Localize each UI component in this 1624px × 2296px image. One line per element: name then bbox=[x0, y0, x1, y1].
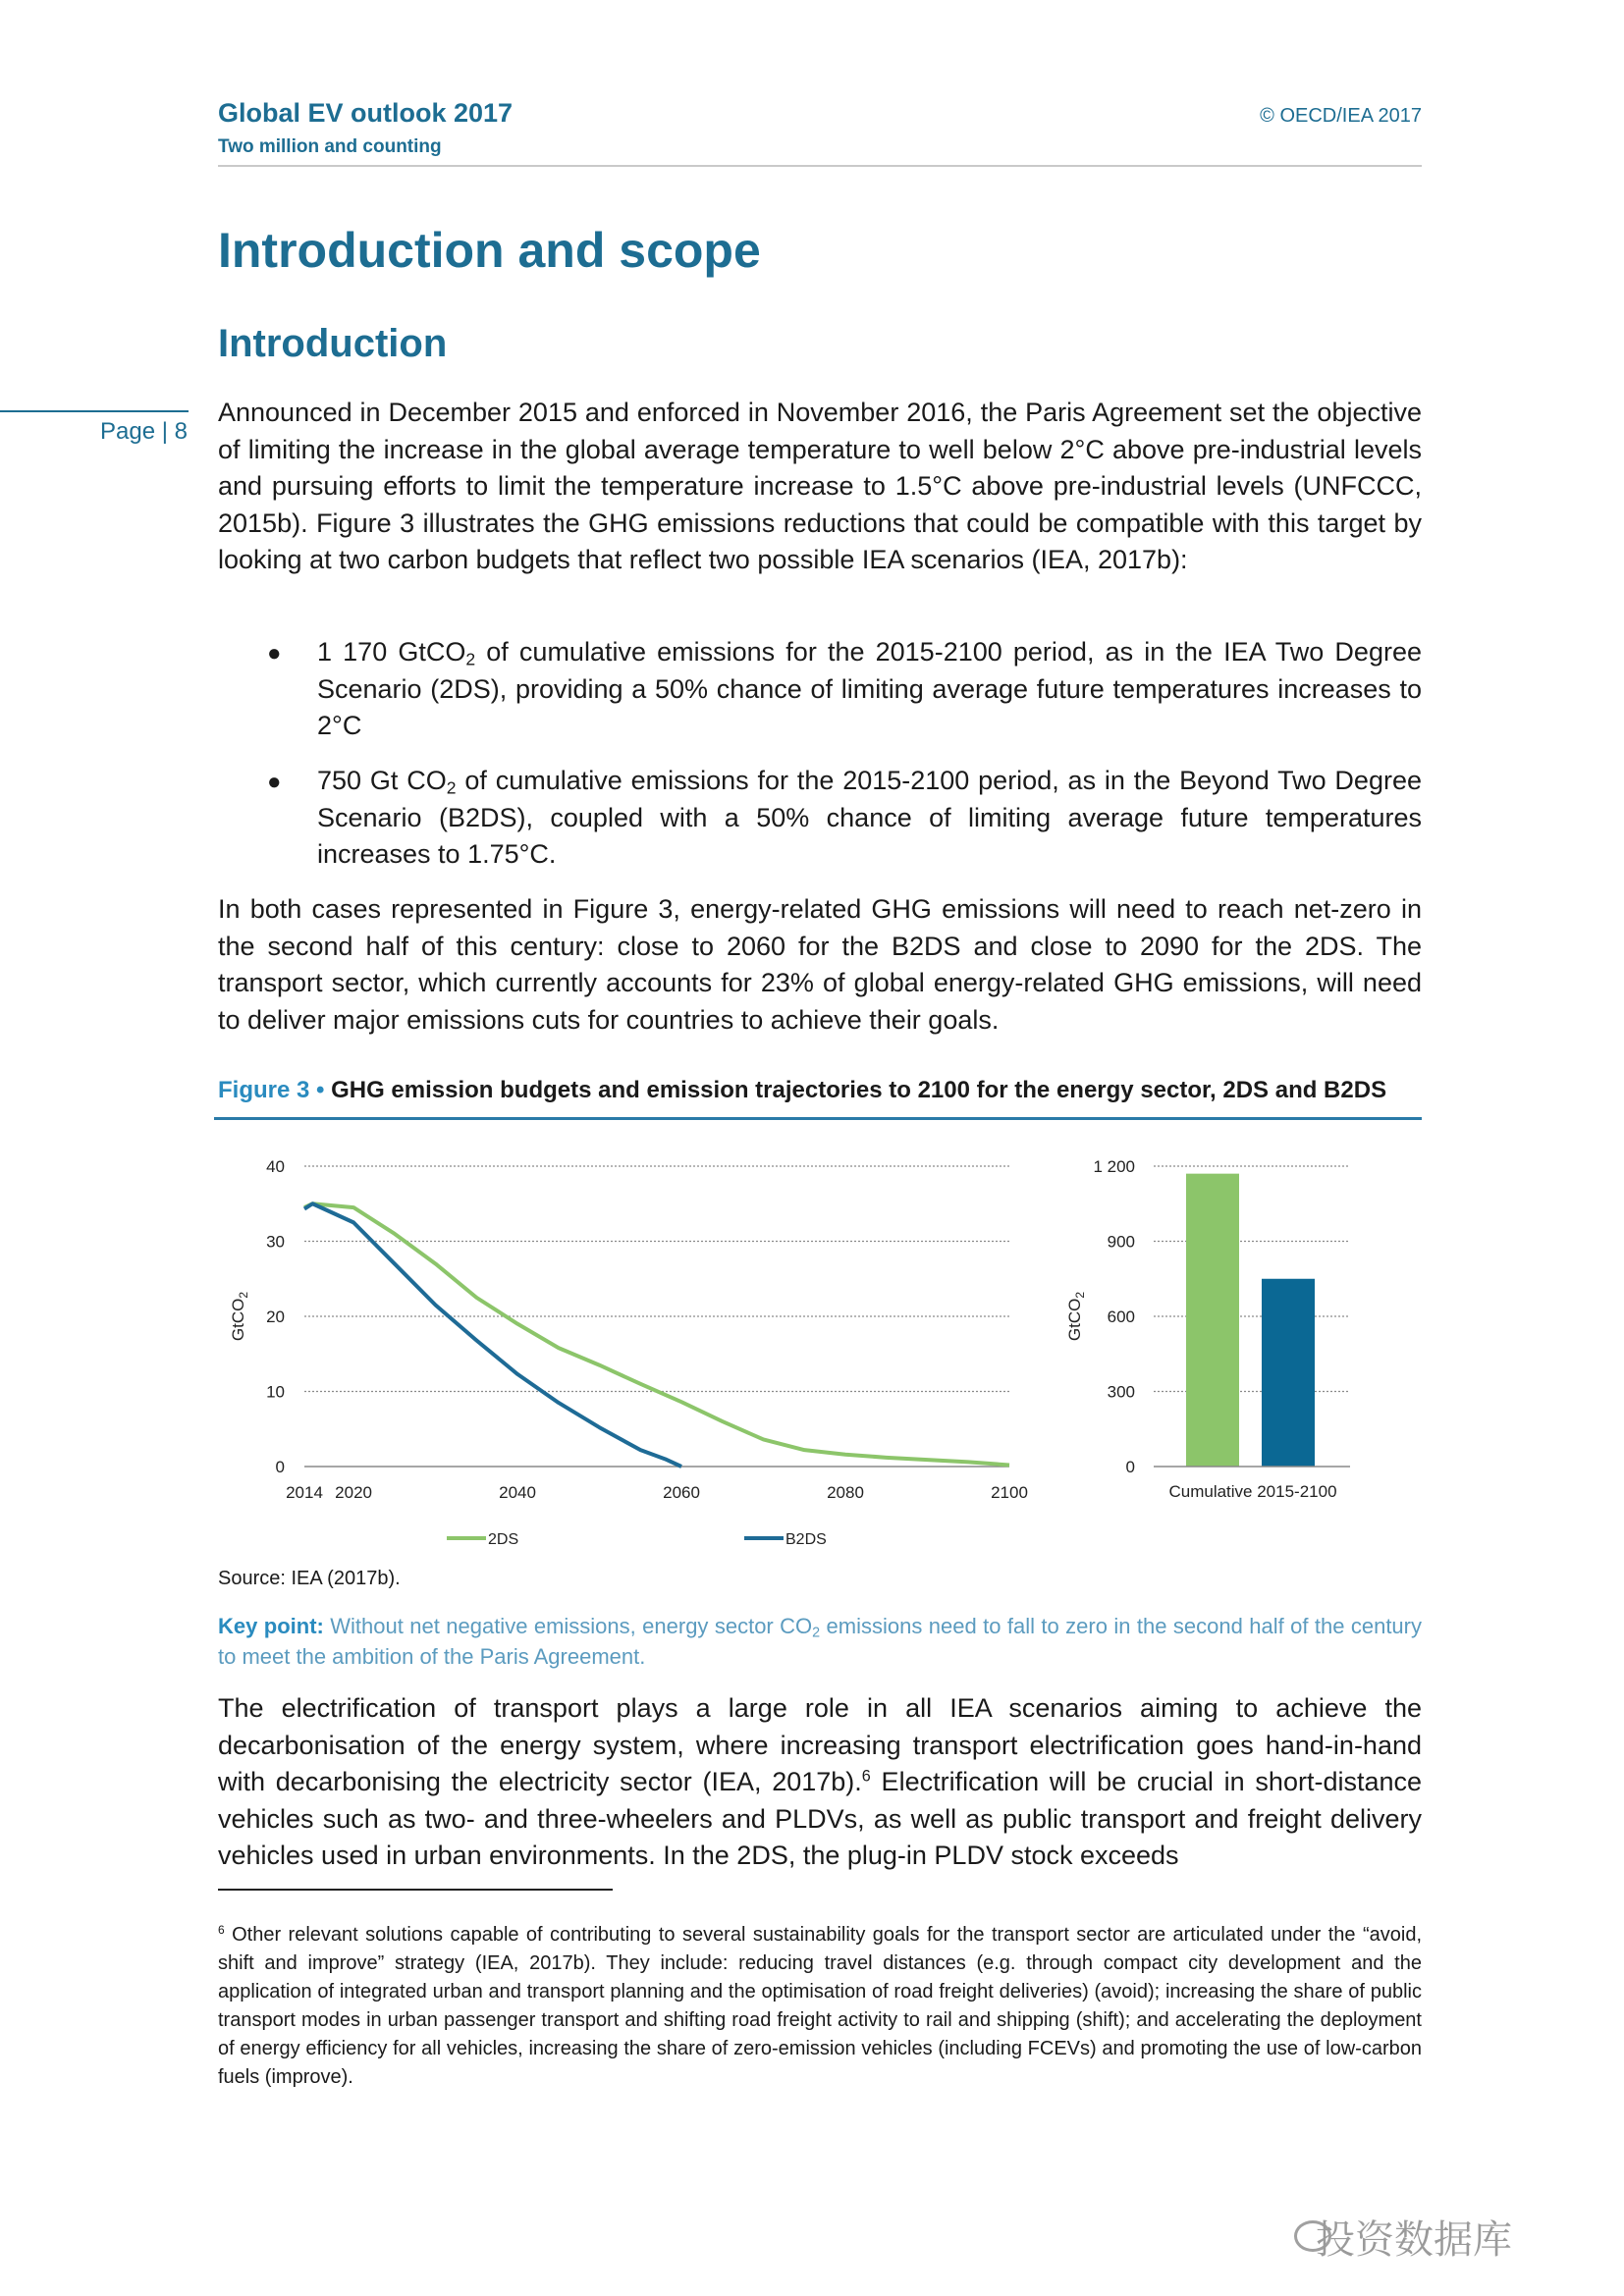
x-tick-label: 2020 bbox=[335, 1483, 373, 1502]
body-paragraph-2: In both cases represented in Figure 3, energy-related GHG emissions will need to reach net-zero in the second half of this century: close to 2060 for the B2DS and close to 2090 for the 2DS. The transport sector, which currently accounts for 23% of global energy-related GHG emissions, will need to deliver major emissions cuts for countries to achieve their goals. bbox=[218, 894, 1422, 1035]
copyright: © OECD/IEA 2017 bbox=[1260, 105, 1422, 127]
bar-chart bbox=[1065, 1157, 1350, 1501]
y-axis-label: GtCO$_2$ bbox=[229, 1291, 250, 1342]
series-line-b2ds bbox=[304, 1203, 681, 1467]
x-tick-label: 2060 bbox=[663, 1483, 700, 1502]
bullet-item-b2ds: 750 Gt $CO_2$ of cumulative emissions for the 2015-2100 period, as in the Beyond Two Degree Scenario (B2DS), coupled with a 50% chance of limiting average future temperatures increases to 1.75°C. bbox=[317, 766, 1422, 869]
header-title: Global EV outlook 2017 bbox=[218, 98, 514, 128]
x-tick-label: 2100 bbox=[991, 1483, 1028, 1502]
series-line-2ds bbox=[304, 1203, 1009, 1465]
figure-caption: Figure 3 • GHG emission budgets and emission trajectories to 2100 for the energy sector, 2DS and B2DS bbox=[218, 1077, 1387, 1103]
bullet-marker: ● bbox=[267, 640, 282, 667]
y-tick-label: 900 bbox=[1107, 1232, 1135, 1252]
page-title: Introduction and scope bbox=[218, 223, 761, 278]
x-tick-label: 2080 bbox=[827, 1483, 864, 1502]
section-heading: Introduction bbox=[218, 322, 448, 365]
footnote: $^6$ Other relevant solutions capable of contributing to several sustainability goals for the transport sector are articulated under the “avoid, shift and improve” strategy (IEA, 2017b). They include: reducing travel distances (e.g. through compact city development and the application of integrated urban and transport planning and the optimisation of road freight deliveries) (avoid); increasing the share of public transport modes in urban passenger transport and shifting road freight activity to rail and shipping (shift); and accelerating the deployment of energy efficiency for all vehicles, increasing the share of zero-emission vehicles (including FCEVs) and promoting the use of low-carbon fuels (improve). bbox=[218, 1922, 1422, 2088]
line-chart bbox=[229, 1157, 1028, 1548]
footnote-divider bbox=[218, 1889, 613, 1891]
watermark: 投资数据库 bbox=[1316, 2217, 1512, 2263]
y-tick-label: 300 bbox=[1107, 1382, 1135, 1402]
y-tick-label: 10 bbox=[266, 1382, 285, 1402]
y-tick-label: 20 bbox=[266, 1308, 285, 1326]
bullet-item-2ds: 1 170 GtCO$_2$ of cumulative emissions for the 2015-2100 period, as in the IEA Two Degree Scenario (2DS), providing a 50% chance of limiting average future temperatures increases to 2°C bbox=[317, 637, 1422, 740]
bar-2ds bbox=[1186, 1174, 1239, 1467]
body-paragraph-3: The electrification of transport plays a large role in all IEA scenarios aiming to achieve the decarbonisation of the energy system, where increasing transport electrification goes hand-in-hand with decarbonising the electricity sector (IEA, 2017b).$^6$ Electrification will be crucial in short-distance vehicles such as two- and three-wheelers and PLDVs, as well as public transport and freight delivery vehicles used in urban environments. In the 2DS, the plug-in PLDV stock exceeds bbox=[218, 1693, 1423, 1870]
figure-source: Source: IEA (2017b). bbox=[218, 1568, 401, 1589]
y-tick-label: 30 bbox=[266, 1232, 285, 1252]
x-tick-label: 2014 bbox=[286, 1483, 323, 1502]
category-label: Cumulative 2015-2100 bbox=[1168, 1482, 1337, 1501]
bar-b2ds bbox=[1262, 1279, 1315, 1467]
bullet-marker: ● bbox=[267, 769, 282, 795]
page-number: Page | 8 bbox=[100, 418, 188, 445]
x-tick-label: 2040 bbox=[499, 1483, 536, 1502]
intro-paragraph: Announced in December 2015 and enforced in November 2016, the Paris Agreement set the objective of limiting the increase in the global average temperature to well below 2°C above pre-industrial levels and pursuing efforts to limit the temperature increase to 1.5°C above pre-industrial levels (UNFCCC, 2015b). Figure 3 illustrates the GHG emissions reductions that could be compatible with this target by looking at two carbon budgets that reflect two possible IEA scenarios (IEA, 2017b): bbox=[218, 398, 1422, 574]
y-tick-label: 1 200 bbox=[1093, 1157, 1135, 1176]
y-tick-label: 0 bbox=[275, 1458, 285, 1476]
legend-label: 2DS bbox=[488, 1531, 519, 1548]
key-point: Key point: Without net negative emissions, energy sector $CO_2$ emissions need to fall to zero in the second half of the century to meet the ambition of the Paris Agreement. bbox=[218, 1614, 1422, 1669]
y-tick-label: 40 bbox=[266, 1157, 285, 1176]
legend-label: B2DS bbox=[785, 1531, 827, 1548]
y-tick-label: 600 bbox=[1107, 1308, 1135, 1326]
y-tick-label: 0 bbox=[1125, 1458, 1135, 1476]
header-subtitle: Two million and counting bbox=[218, 136, 442, 157]
y-axis-label: GtCO$_2$ bbox=[1065, 1291, 1087, 1342]
